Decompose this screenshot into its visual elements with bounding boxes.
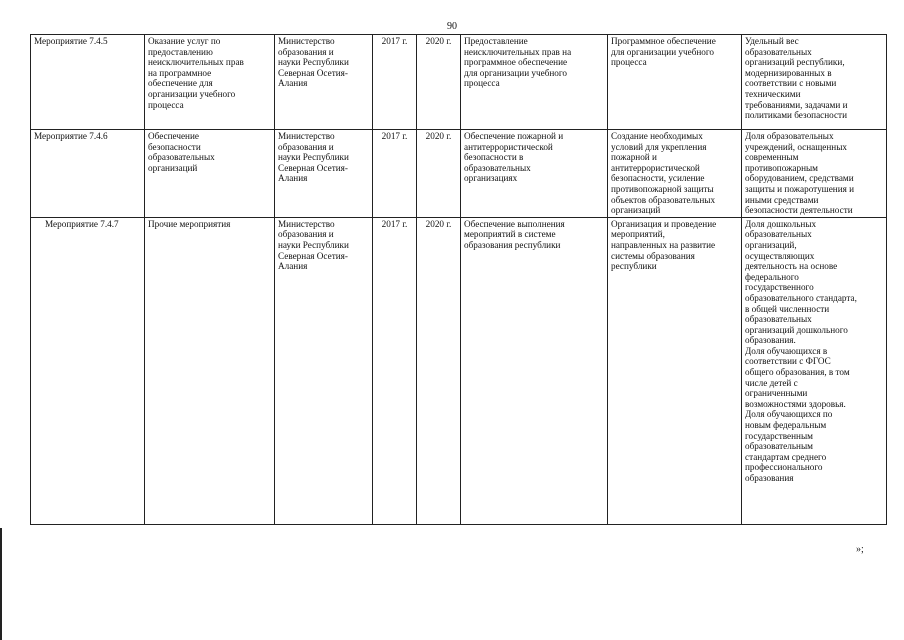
expected-result-cell: Программное обеспечение для организации учебного процесса [608,35,742,130]
table-row [31,130,887,218]
activity-name-cell: Прочие мероприятия [145,217,275,524]
indicator-cell: Удельный вес образовательных организаций республики, модернизированных в соответствии с новыми техническими требованиями, задачами и политиками безопасности [742,35,887,130]
page-number: 90 [447,21,457,32]
content-cell: Предоставление неисключительных прав на программное обеспечение для организации учебного процесса [461,35,608,130]
start-year-cell: 2017 г. [373,130,417,218]
expected-result-cell: Организация и проведение мероприятий, направленных на развитие системы образования республики [608,217,742,524]
indicator-cell: Доля дошкольных образовательных организаций, осуществляющих деятельность на основе федерального государственного образовательного стандарта, в общей численности образовательных организаций дошкольного образования. Доля обучающихся в соответствии с ФГОС общего образования, в том числе детей с ограниченными возможностями здоровья. Доля обучающихся по новым федеральным государственным образовательным стандартам среднего профессионального образования [742,217,887,524]
table-row [31,35,887,130]
executor-cell: Министерство образования и науки Республики Северная Осетия- Алания [275,130,373,218]
start-year-cell: 2017 г. [373,35,417,130]
end-year-cell: 2020 г. [417,130,461,218]
executor-cell: Министерство образования и науки Республики Северная Осетия- Алания [275,217,373,524]
expected-result-cell: Создание необходимых условий для укрепления пожарной и антитеррористической безопасности, усиление противопожарной защиты объектов образовательных организаций [608,130,742,218]
activity-name-cell: Обеспечение безопасности образовательных организаций [145,130,275,218]
activity-id-cell: Мероприятие 7.4.7 [31,217,145,524]
indicator-cell: Доля образовательных учреждений, оснащенных современным противопожарным оборудованием, средствами защиты и пожаротушения и иными средствами безопасности деятельности [742,130,887,218]
closing-quote-mark: »; [856,544,864,555]
activity-name-cell: Оказание услуг по предоставлению неисключительных прав на программное обеспечение для организации учебного процесса [145,35,275,130]
scan-edge-mark [0,528,2,640]
activity-id-cell: Мероприятие 7.4.5 [31,35,145,130]
start-year-cell: 2017 г. [373,217,417,524]
executor-cell: Министерство образования и науки Республики Северная Осетия- Алания [275,35,373,130]
activity-id-cell: Мероприятие 7.4.6 [31,130,145,218]
end-year-cell: 2020 г. [417,35,461,130]
content-cell: Обеспечение выполнения мероприятий в системе образования республики [461,217,608,524]
end-year-cell: 2020 г. [417,217,461,524]
table-row [31,217,887,524]
content-cell: Обеспечение пожарной и антитеррористической безопасности в образовательных организациях [461,130,608,218]
activities-table [30,34,887,525]
